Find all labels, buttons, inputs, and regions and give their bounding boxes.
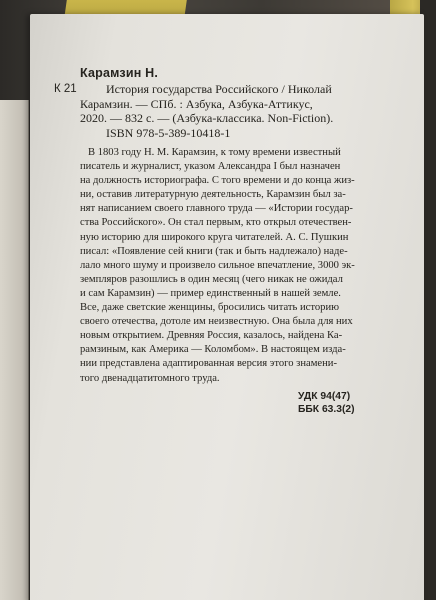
author-name: Карамзин Н. — [80, 66, 159, 80]
annotation-line: ства Российского». Он стал первым, кто открыл отечествен- — [80, 217, 352, 229]
annotation-line: лало много шуму и произвело сильное впечатление, 3000 эк- — [80, 259, 355, 271]
annotation-line: нят написанием своего главного труда — «Истории государ- — [80, 203, 353, 215]
entry-line: История государства Российского / Николай — [106, 82, 332, 96]
book-page — [30, 14, 424, 600]
annotation-line: и сам Карамзин) — пример единственный в нашей земле. — [80, 287, 341, 299]
annotation-line: того двенадцатитомного труда. — [80, 372, 220, 384]
annotation-line: своего отечества, дотоле им неизвестную. Она была для них — [80, 316, 353, 328]
udk-code: УДК 94(47) — [298, 390, 351, 402]
annotation-line: земпляров разошлись в один месяц (чего никак не ожидал — [80, 273, 343, 285]
classification-codes — [54, 390, 394, 416]
annotation-line: писатель и журналист, указом Александра I был назначен — [80, 161, 341, 173]
annotation-line: на должность историографа. С того времени и до конца жиз- — [80, 175, 355, 187]
adjacent-page-edge — [0, 100, 29, 600]
classification-code: К 21 — [54, 83, 77, 95]
bbk-code: ББК 63.3(2) — [298, 403, 355, 415]
bibliographic-entry — [54, 82, 394, 140]
annotation-text — [54, 146, 394, 386]
annotation-line: нии представлена адаптированная версия этого знамени- — [80, 358, 337, 370]
annotation-line: рамзиным, как Америка — Коломбом». В настоящем изда- — [80, 344, 346, 356]
annotation-line: ную историю для широкого круга читателей. А. С. Пушкин — [80, 231, 349, 243]
annotation-line: писал: «Появление сей книги (так и быть надлежало) наде- — [80, 245, 348, 257]
entry-line: 2020. — 832 с. — (Азбука-классика. Non-Fiction). — [80, 111, 334, 125]
annotation-line: Все, даже светские женщины, бросились читать историю — [80, 302, 340, 314]
annotation-line: новым открытием. Древняя Россия, казалось, найдена Ка- — [80, 330, 343, 342]
annotation-line: В 1803 году Н. М. Карамзин, к тому времени известный — [88, 147, 341, 158]
isbn: ISBN 978-5-389-10418-1 — [106, 125, 231, 140]
catalog-card — [54, 66, 394, 416]
entry-line: Карамзин. — СПб. : Азбука, Азбука-Аттикус, — [80, 96, 313, 111]
annotation-line: ни, оставив литературную деятельность, Карамзин был за- — [80, 189, 346, 201]
